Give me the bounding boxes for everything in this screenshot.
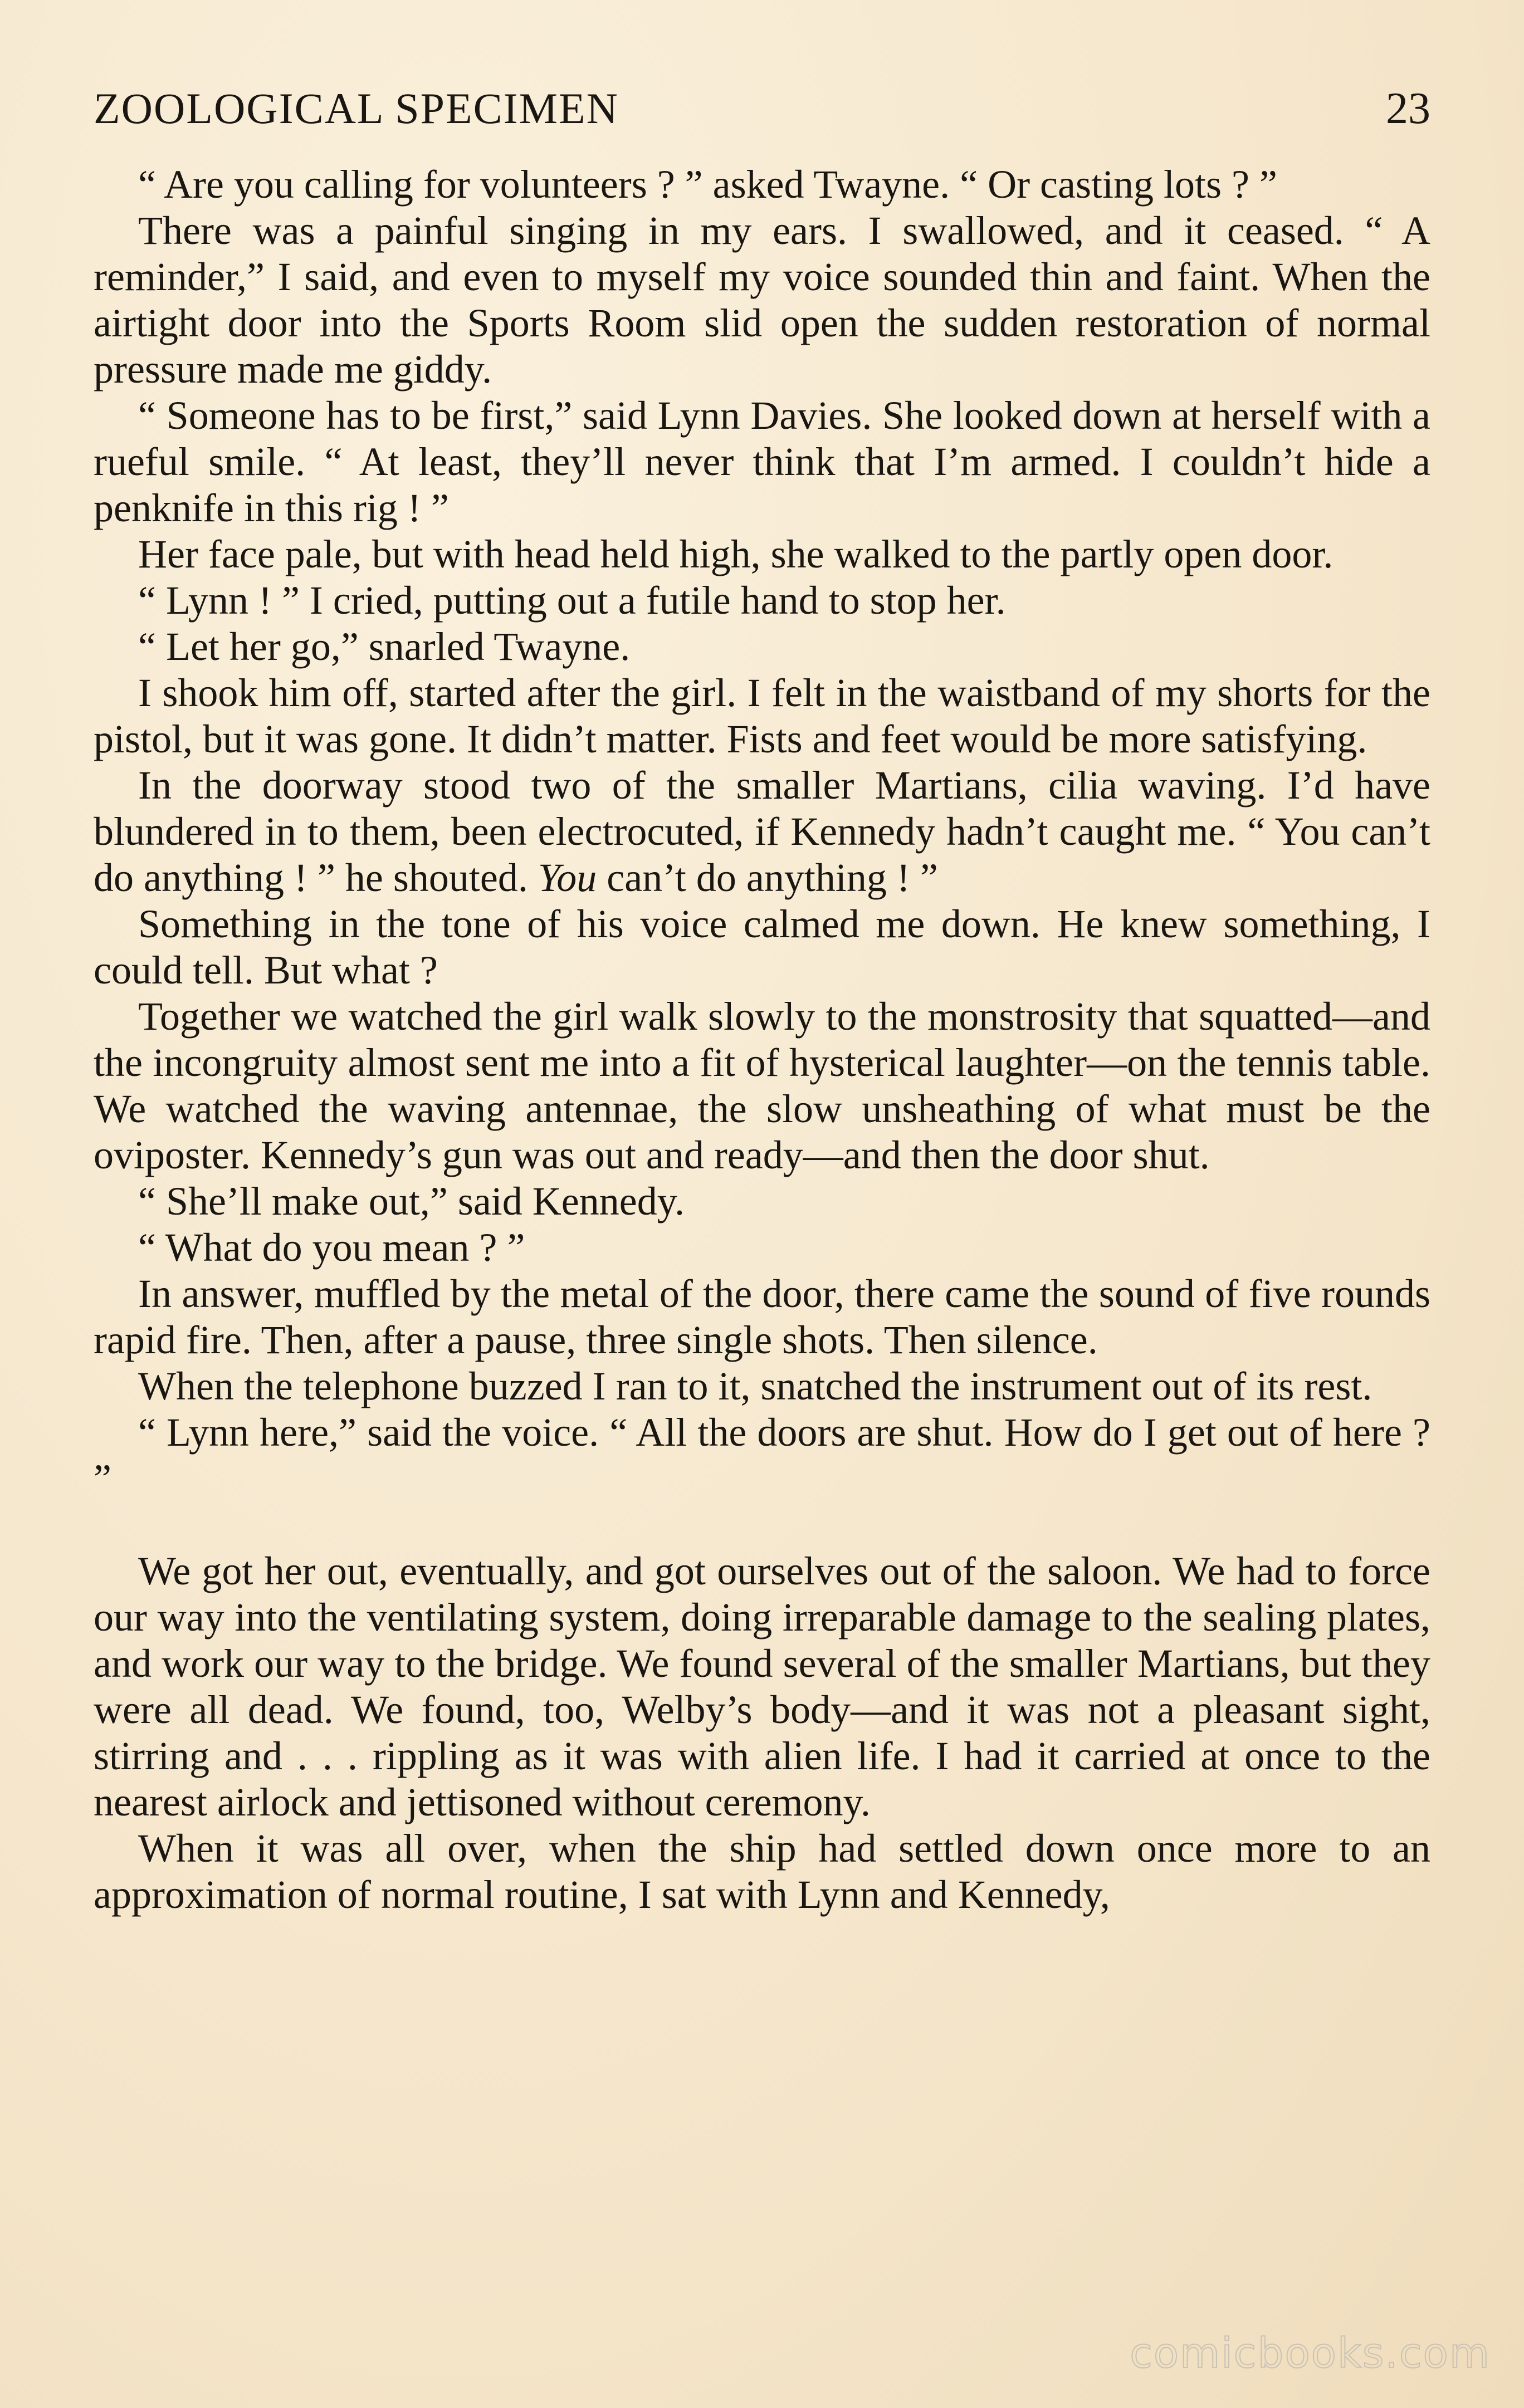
paragraph: In answer, muffled by the metal of the door, there came the sound of five rounds rapid fire. Then, after a pause, three single shots. Then silence. — [94, 1271, 1430, 1362]
paragraph: Her face pale, but with head held high, she walked to the partly open door. — [138, 532, 1334, 576]
running-title: ZOOLOGICAL SPECIMEN — [94, 84, 619, 133]
body-text — [94, 161, 1430, 1918]
paragraph: We got her out, eventually, and got ourselves out of the saloon. We had to force our way into the ventilating system, doing irreparable damage to the sealing plates, and work our way to the bridge. We found several of the smaller Martians, but they were all dead. We found, too, Welby’s body—and it was not a pleasant sight, stirring and . . . rippling as it was with alien life. I had it carried at once to the nearest airlock and jettisoned without ceremony. — [94, 1549, 1430, 1824]
paragraph-text: can’t do anything ! ” — [597, 855, 938, 900]
paragraph: There was a painful singing in my ears. I swallowed, and it ceased. “ A reminder,” I said, and even to myself my voice sounded thin and faint. When the airtight door into the Sports Room slid open the sudden restoration of normal pressure made me giddy. — [94, 208, 1430, 391]
book-page — [94, 84, 1430, 1918]
paragraph-text: In the doorway stood two of the smaller Martians, cilia waving. I’d have blundered in to them, been electrocuted, if Kennedy hadn’t caught me. “ You can’t do anything ! ” he shouted. — [94, 763, 1430, 900]
emphasis-text: You — [538, 855, 597, 900]
paragraph: “ Lynn ! ” I cried, putting out a futile hand to stop her. — [138, 578, 1006, 623]
running-head — [94, 84, 1430, 139]
paragraph: “ What do you mean ? ” — [138, 1225, 525, 1270]
page-number: 23 — [1386, 84, 1430, 133]
paragraph: I shook him off, started after the girl. I felt in the waistband of my shorts for the pistol, but it was gone. It didn’t matter. Fists and feet would be more satisfying. — [94, 670, 1430, 761]
paragraph: “ Lynn here,” said the voice. “ All the doors are shut. How do I get out of here ? ” — [94, 1410, 1430, 1501]
paragraph: “ Someone has to be first,” said Lynn Davies. She looked down at herself with a rueful smile. “ At least, they’ll never think that I’m armed. I couldn’t hide a penknife in this rig ! ” — [94, 393, 1430, 530]
paragraph: When the telephone buzzed I ran to it, snatched the instrument out of its rest. — [138, 1364, 1372, 1408]
paragraph-with-emphasis — [94, 762, 1430, 901]
paragraph: Together we watched the girl walk slowly to the monstrosity that squatted—and the incongruity almost sent me into a fit of hysterical laughter—on the tennis table. We watched the waving antennae, the slow unsheathing of what must be the oviposter. Kennedy’s gun was out and ready—and then the door shut. — [94, 994, 1430, 1177]
paragraph: When it was all over, when the ship had settled down once more to an approximation of normal routine, I sat with Lynn and Kennedy, — [94, 1826, 1430, 1917]
paragraph: “ Let her go,” snarled Twayne. — [138, 624, 631, 669]
paragraph: “ She’ll make out,” said Kennedy. — [138, 1179, 685, 1223]
watermark: comicbooks.com — [1130, 2329, 1491, 2377]
paragraph: “ Are you calling for volunteers ? ” asked Twayne. “ Or casting lots ? ” — [138, 162, 1277, 207]
paragraph: Something in the tone of his voice calmed me down. He knew something, I could tell. But what ? — [94, 902, 1430, 992]
